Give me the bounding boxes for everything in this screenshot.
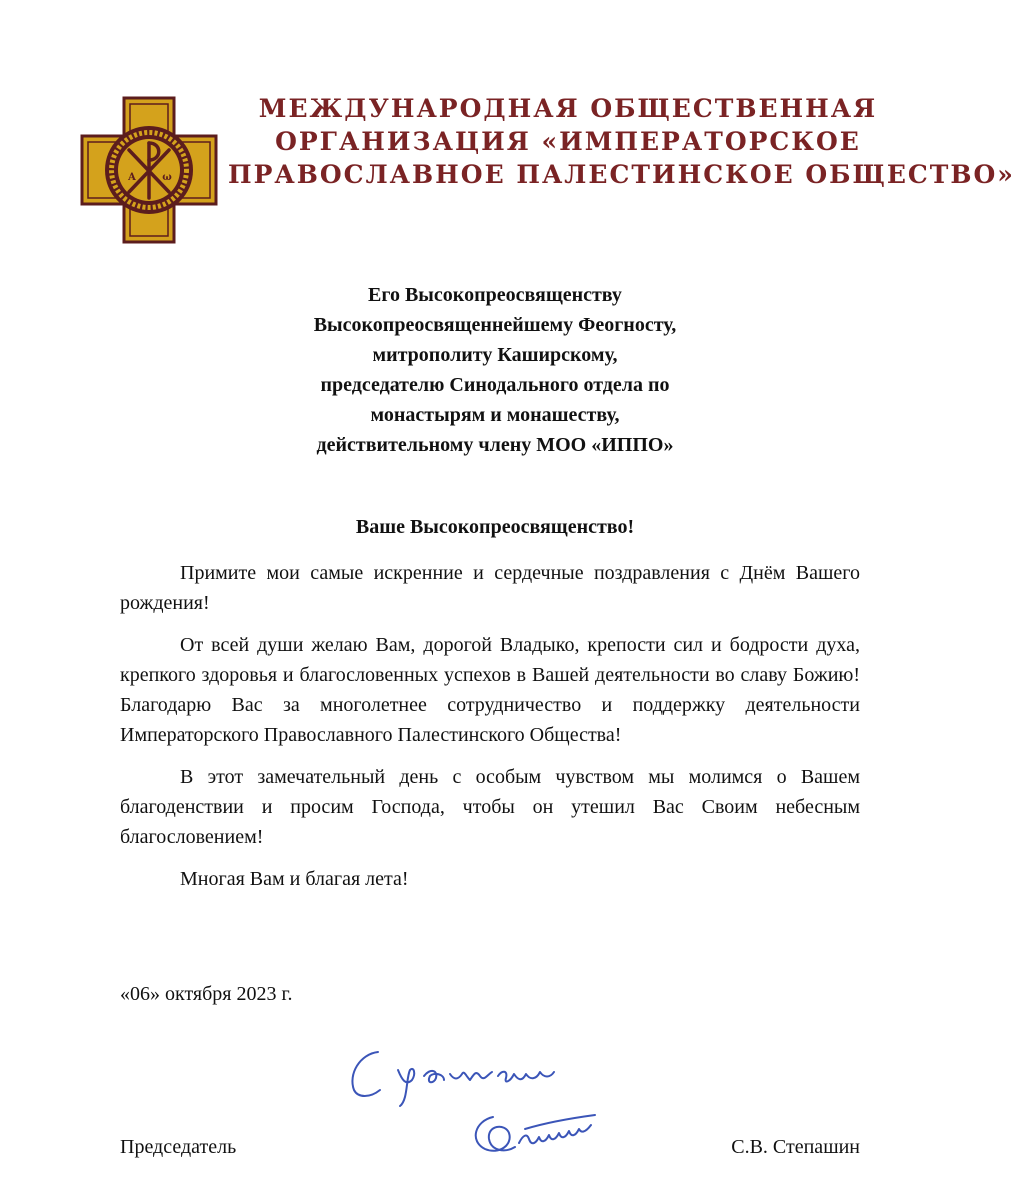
addressee-line: Его Высокопреосвященству bbox=[368, 284, 622, 306]
addressee-line: митрополиту Каширскому, bbox=[372, 344, 618, 366]
organization-name bbox=[228, 92, 1015, 191]
addressee-line: монастырям и монашеству, bbox=[370, 404, 620, 426]
salutation: Ваше Высокопреосвященство! bbox=[355, 516, 635, 538]
addressee-line: Высокопреосвященнейшему Феогносту, bbox=[313, 314, 677, 336]
logo-alpha-letter: А bbox=[127, 172, 137, 183]
handwritten-signature bbox=[465, 1095, 605, 1165]
logo-omega-letter: ω bbox=[162, 172, 172, 183]
body-paragraph: Многая Вам и благая лета! bbox=[180, 868, 409, 890]
signatory-name: С.В. Степашин bbox=[731, 1136, 860, 1158]
body-paragraph: От всей души желаю Вам, дорогой Владыко, крепости сил и бодрости духа, крепкого здоровья и благословенных успехов в Вашей деятельности во славу Божию! Благодарю Вас за многолетнее сотрудничество и поддержку деятельности Императорского Православного Палестинского Общества! bbox=[120, 634, 860, 746]
org-name-line: ОРГАНИЗАЦИЯ «ИМПЕРАТОРСКОЕ bbox=[275, 127, 861, 156]
letter-body bbox=[120, 558, 860, 906]
society-emblem-logo bbox=[82, 98, 216, 242]
letter-date: «06» октября 2023 г. bbox=[120, 983, 293, 1005]
addressee-block bbox=[140, 280, 850, 460]
addressee-line: действительному члену МОО «ИППО» bbox=[316, 434, 674, 456]
org-name-line: МЕЖДУНАРОДНАЯ ОБЩЕСТВЕННАЯ bbox=[258, 94, 878, 123]
addressee-line: председателю Синодального отдела по bbox=[320, 374, 670, 396]
org-name-line: ПРАВОСЛАВНОЕ ПАЛЕСТИНСКОЕ ОБЩЕСТВО» bbox=[228, 160, 1015, 189]
body-paragraph: Примите мои самые искренние и сердечные поздравления с Днём Вашего рождения! bbox=[120, 562, 860, 614]
signatory-position: Председатель bbox=[120, 1136, 237, 1158]
body-paragraph: В этот замечательный день с особым чувством мы молимся о Вашем благоденствии и просим Господа, чтобы он утешил Вас Своим небесным благословением! bbox=[120, 766, 860, 848]
